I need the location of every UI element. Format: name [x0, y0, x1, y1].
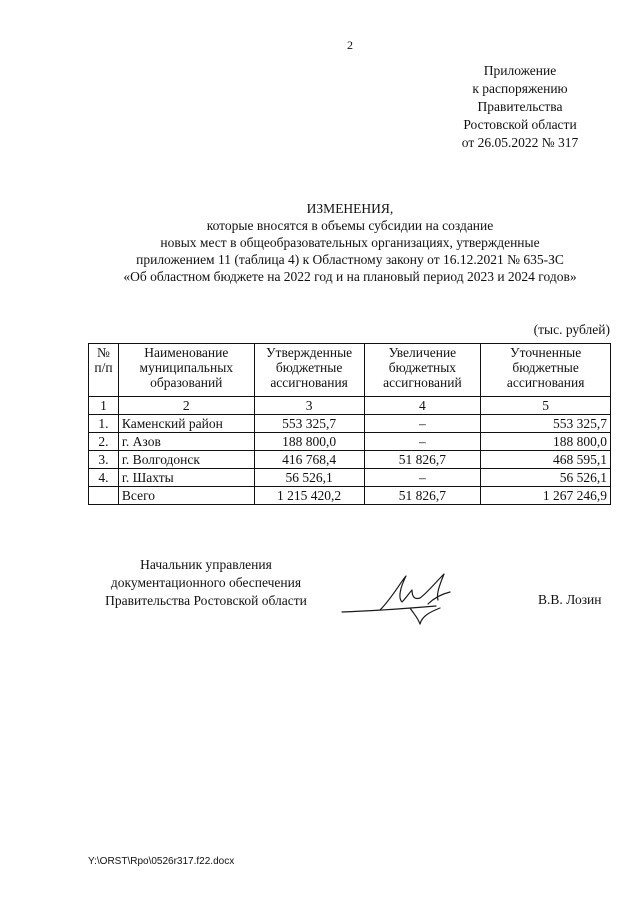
appendix-line: Приложение — [483, 63, 557, 78]
row-approved: 188 800,0 — [254, 433, 364, 451]
row-increase: – — [364, 433, 481, 451]
subsidy-table — [88, 343, 611, 505]
table-total-row — [89, 487, 611, 505]
footer-file-path: Y:\ORST\Rpo\0526r317.f22.docx — [88, 856, 235, 867]
table-row — [89, 469, 611, 487]
row-increase: – — [364, 415, 481, 433]
appendix-line: Правительства — [477, 99, 563, 114]
row-approved: 56 526,1 — [254, 469, 364, 487]
row-name: Каменский район — [118, 415, 254, 433]
row-number: 3. — [89, 451, 119, 469]
column-number: 4 — [364, 397, 481, 415]
row-updated: 553 325,7 — [481, 415, 611, 433]
column-number: 1 — [89, 397, 119, 415]
row-number: 1. — [89, 415, 119, 433]
header-increase: Увеличение бюджетных ассигнований — [364, 344, 481, 397]
row-number: 2. — [89, 433, 119, 451]
total-label: Всего — [118, 487, 254, 505]
total-number — [89, 487, 119, 505]
row-name: г. Шахты — [118, 469, 254, 487]
document-title — [40, 200, 640, 285]
header-name: Наименование муниципальных образований — [118, 344, 254, 397]
title-line: приложением 11 (таблица 4) к Областному закону от 16.12.2021 № 635-ЗС — [136, 252, 564, 267]
appendix-block — [440, 62, 600, 152]
total-updated: 1 267 246,9 — [481, 487, 611, 505]
header-number: № п/п — [89, 344, 119, 397]
appendix-line: Ростовской области — [463, 117, 577, 132]
page-number: 2 — [347, 38, 353, 52]
title-line: которые вносятся в объемы субсидии на создание — [206, 218, 494, 233]
row-increase: 51 826,7 — [364, 451, 481, 469]
row-approved: 416 768,4 — [254, 451, 364, 469]
row-updated: 188 800,0 — [481, 433, 611, 451]
header-approved: Утвержденные бюджетные ассигнования — [254, 344, 364, 397]
title-line: «Об областном бюджете на 2022 год и на плановый период 2023 и 2024 годов» — [123, 269, 577, 284]
units-label: (тыс. рублей) — [533, 322, 610, 337]
row-number: 4. — [89, 469, 119, 487]
column-number: 3 — [254, 397, 364, 415]
table-header-row — [89, 344, 611, 397]
total-approved: 1 215 420,2 — [254, 487, 364, 505]
row-name: г. Волгодонск — [118, 451, 254, 469]
position-line: документационного обеспечения — [110, 575, 302, 590]
position-line: Правительства Ростовской области — [105, 593, 307, 608]
title-line: новых мест в общеобразовательных организациях, утвержденные — [160, 235, 540, 250]
column-number: 5 — [481, 397, 611, 415]
appendix-line: к распоряжению — [472, 81, 568, 96]
appendix-line: от 26.05.2022 № 317 — [461, 135, 579, 150]
column-numbers-row — [89, 397, 611, 415]
handwritten-signature — [340, 568, 470, 628]
title-heading: ИЗМЕНЕНИЯ, — [306, 201, 394, 216]
signatory-name: В.В. Лозин — [538, 592, 602, 607]
row-updated: 56 526,1 — [481, 469, 611, 487]
row-increase: – — [364, 469, 481, 487]
table-row — [89, 415, 611, 433]
column-number: 2 — [118, 397, 254, 415]
row-name: г. Азов — [118, 433, 254, 451]
table-row — [89, 451, 611, 469]
signatory-position — [86, 556, 326, 610]
position-line: Начальник управления — [140, 557, 272, 572]
header-updated: Уточненные бюджетные ассигнования — [481, 344, 611, 397]
row-approved: 553 325,7 — [254, 415, 364, 433]
total-increase: 51 826,7 — [364, 487, 481, 505]
table-row — [89, 433, 611, 451]
row-updated: 468 595,1 — [481, 451, 611, 469]
